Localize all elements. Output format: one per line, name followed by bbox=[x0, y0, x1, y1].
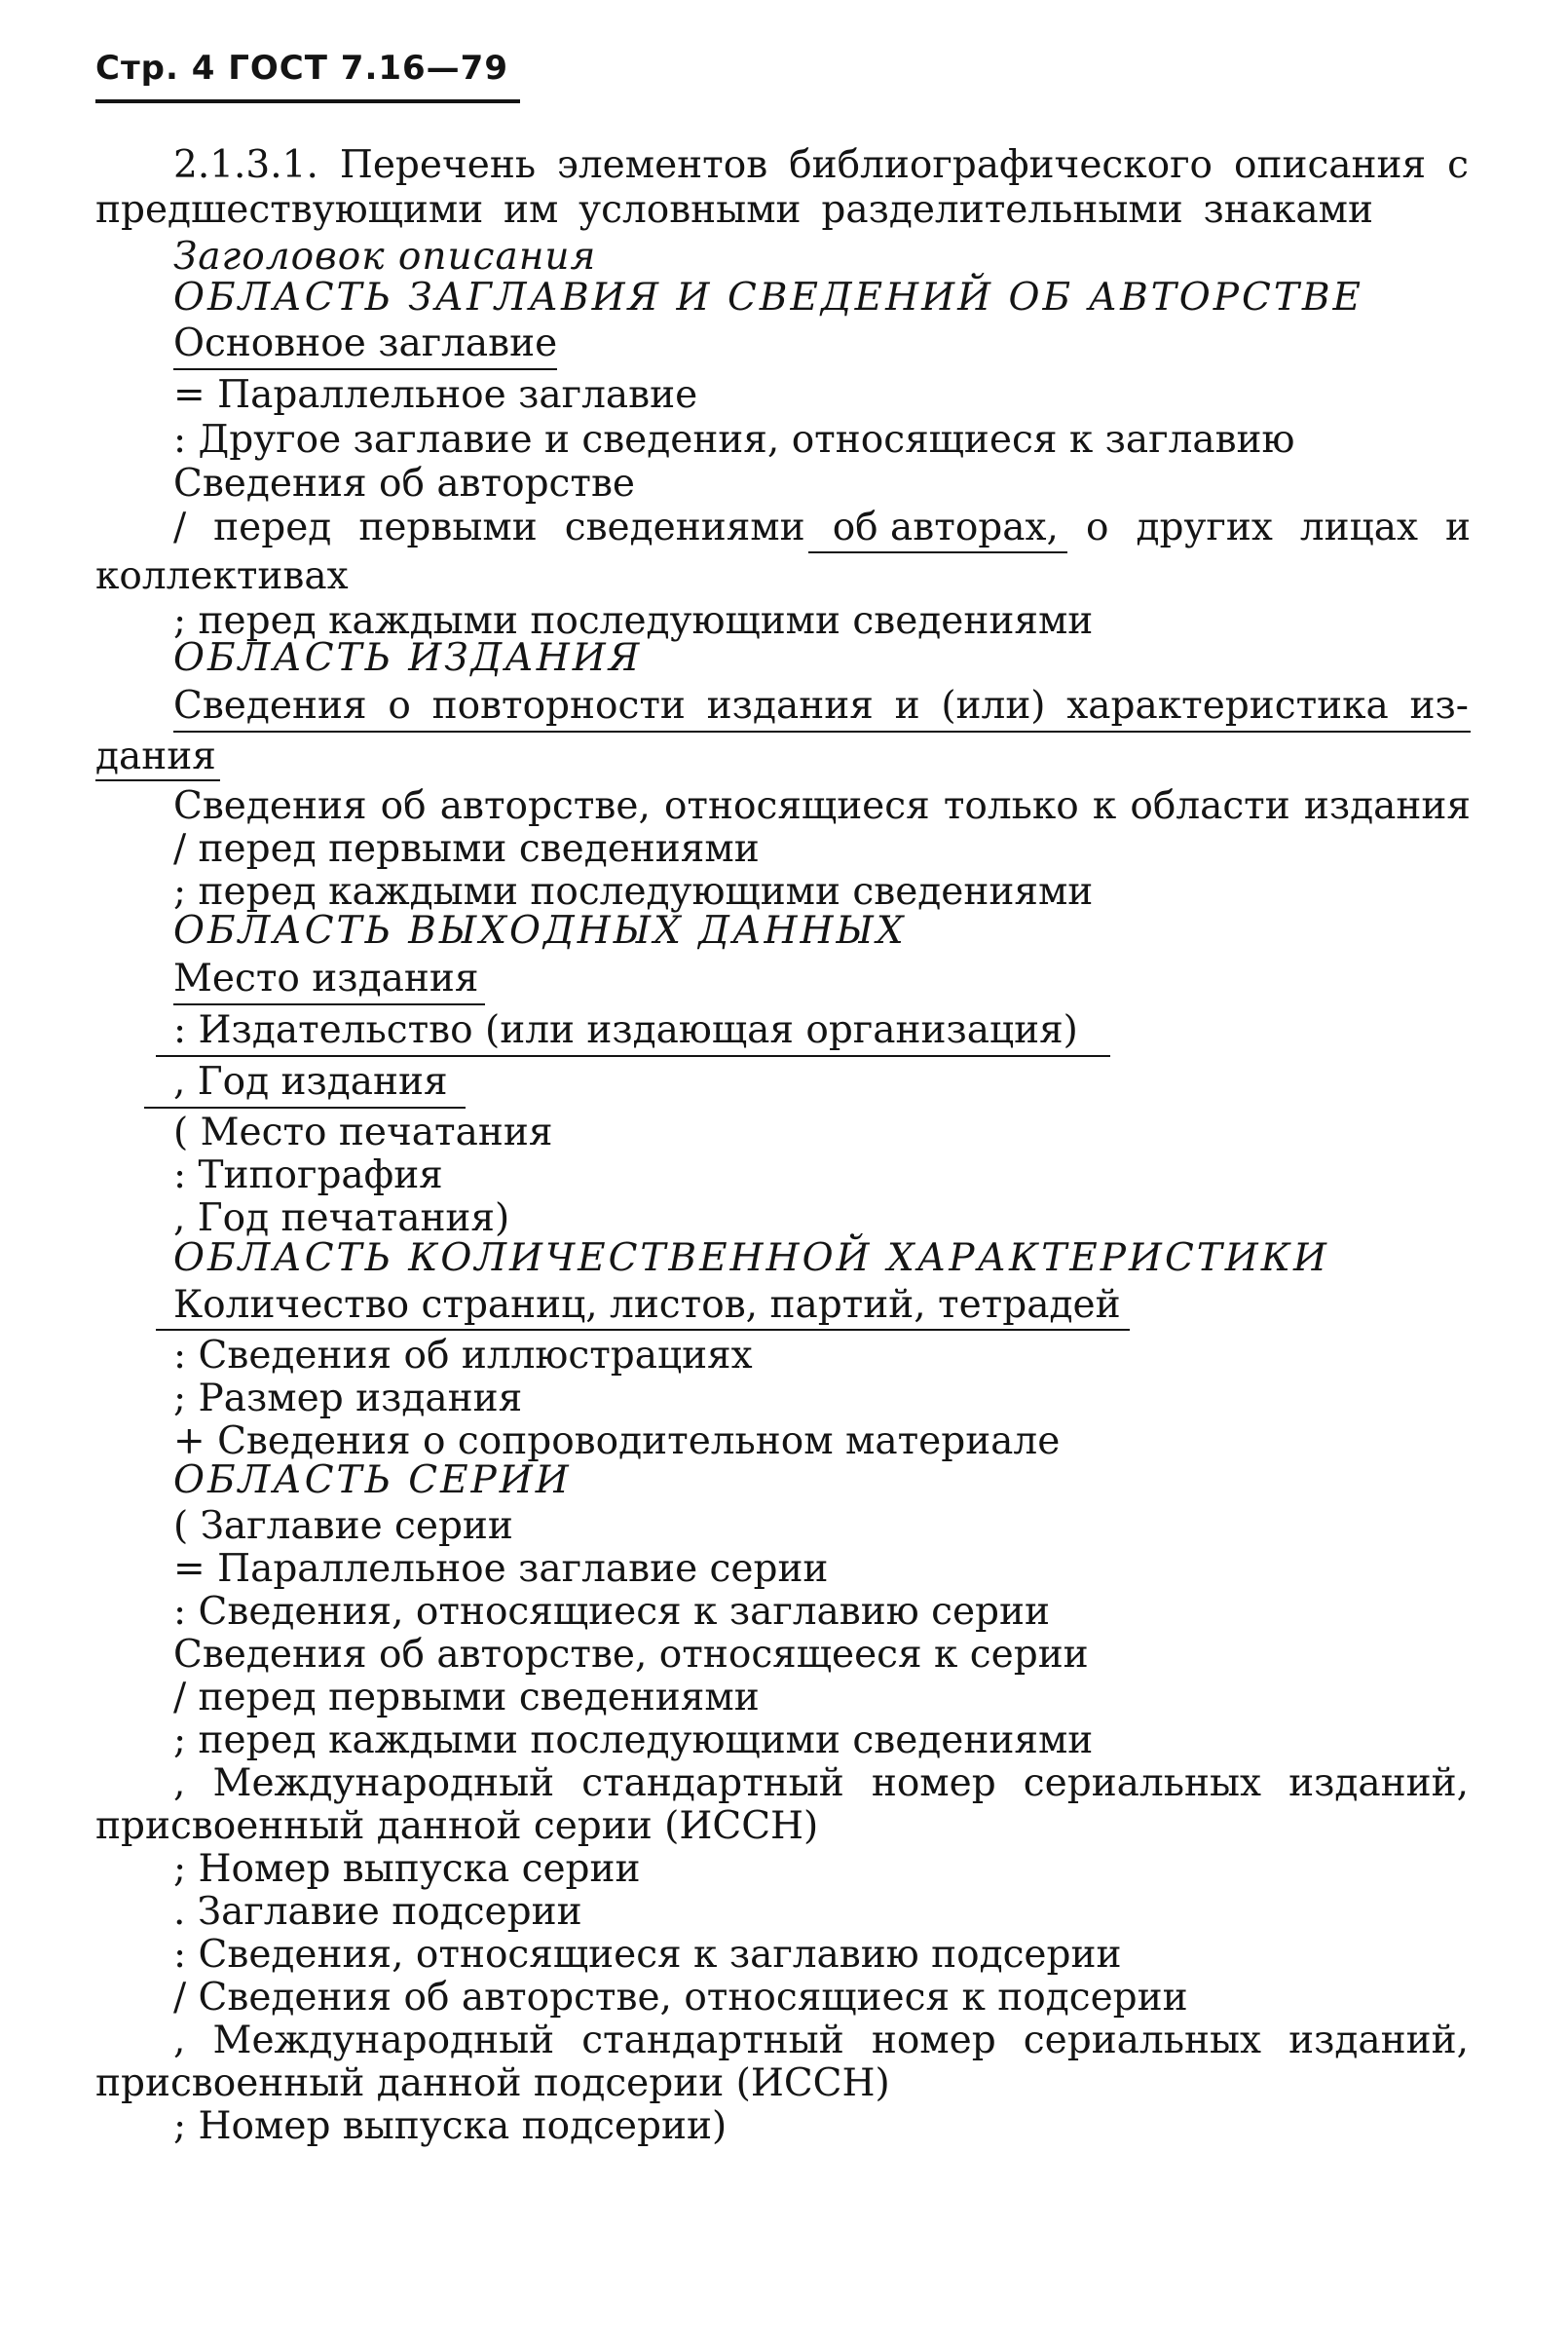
list-heading-italic: Заголовок описания bbox=[173, 235, 597, 279]
series-element-1: ( Заглавие серии bbox=[173, 1504, 513, 1548]
paragraph-line-1 bbox=[173, 143, 1469, 187]
imprint-element-6: , Год печатания) bbox=[173, 1196, 510, 1240]
edition-element-1-rule bbox=[173, 731, 1471, 733]
area-series-heading: ОБЛАСТЬ СЕРИИ bbox=[173, 1458, 572, 1502]
title-element-1: Основное заглавие bbox=[173, 321, 558, 365]
series-element-9: . Заглавие подсерии bbox=[173, 1890, 582, 1934]
physical-element-1: Количество страниц, листов, партий, тетрадей bbox=[173, 1283, 1121, 1327]
edition-element-1b: дания bbox=[95, 735, 216, 778]
title-element-2: = Параллельное заглавие bbox=[173, 373, 698, 417]
paragraph-line-1-text: 2.1.3.1. Перечень элементов библиографического описания bbox=[173, 143, 1427, 187]
series-element-8: ; Номер выпуска серии bbox=[173, 1847, 641, 1891]
series-element-3: : Сведения, относящиеся к заглавию серии bbox=[173, 1590, 1050, 1634]
series-element-7: , Международный стандартный номер сериальных изданий, bbox=[173, 1761, 1469, 1805]
title-element-5d: коллективах bbox=[95, 554, 349, 598]
series-element-4: Сведения об авторстве, относящееся к серии bbox=[173, 1633, 1089, 1677]
edition-element-3: / перед первыми сведениями bbox=[173, 827, 760, 871]
edition-element-1b-rule bbox=[95, 779, 220, 781]
series-element-2: = Параллельное заглавие серии bbox=[173, 1547, 829, 1591]
imprint-element-2: : Издательство (или издающая организация) bbox=[173, 1008, 1078, 1052]
imprint-element-4: ( Место печатания bbox=[173, 1111, 553, 1154]
series-element-5: / перед первыми сведениями bbox=[173, 1676, 760, 1719]
area-physical-heading: ОБЛАСТЬ КОЛИЧЕСТВЕННОЙ ХАРАКТЕРИСТИКИ bbox=[173, 1236, 1330, 1280]
series-element-11: / Сведения об авторстве, относящиеся к подсерии bbox=[173, 1976, 1188, 2020]
physical-element-2: : Сведения об иллюстрациях bbox=[173, 1334, 753, 1378]
paragraph-line-1-end: с bbox=[1447, 143, 1469, 187]
title-element-5b: об авторах, bbox=[832, 506, 1059, 549]
imprint-element-1-rule bbox=[173, 1003, 485, 1005]
series-element-12: , Международный стандартный номер сериальных изданий, bbox=[173, 2019, 1469, 2062]
title-element-5c: о других лицах и bbox=[1085, 506, 1471, 549]
series-element-7b: присвоенный данной серии (ИССН) bbox=[95, 1804, 819, 1848]
imprint-element-2-rule bbox=[156, 1055, 1110, 1057]
title-element-4: Сведения об авторстве bbox=[173, 462, 635, 506]
title-element-5 bbox=[173, 506, 1471, 549]
title-element-5a: / перед первыми сведениями bbox=[173, 506, 805, 549]
physical-element-1-rule bbox=[156, 1329, 1130, 1331]
physical-element-3: ; Размер издания bbox=[173, 1377, 523, 1420]
series-element-12b: присвоенный данной подсерии (ИССН) bbox=[95, 2061, 890, 2105]
area-title-heading: ОБЛАСТЬ ЗАГЛАВИЯ И СВЕДЕНИЙ ОБ АВТОРСТВЕ bbox=[173, 276, 1363, 320]
edition-element-1: Сведения о повторности издания и (или) характеристика из- bbox=[173, 684, 1469, 728]
edition-element-4: ; перед каждыми последующими сведениями bbox=[173, 870, 1094, 914]
title-element-3: : Другое заглавие и сведения, относящиеся к заглавию bbox=[173, 418, 1295, 462]
paragraph-line-2: предшествующими им условными разделительными знаками bbox=[95, 188, 1373, 232]
imprint-element-3: , Год издания bbox=[173, 1060, 448, 1104]
imprint-element-1: Место издания bbox=[173, 957, 479, 1001]
title-element-5b-rule bbox=[808, 551, 1067, 553]
edition-element-2: Сведения об авторстве, относящиеся только к области издания bbox=[173, 784, 1471, 828]
series-element-6: ; перед каждыми последующими сведениями bbox=[173, 1718, 1094, 1762]
physical-element-4: + Сведения о сопроводительном материале bbox=[173, 1419, 1061, 1463]
title-element-6: ; перед каждыми последующими сведениями bbox=[173, 599, 1094, 643]
imprint-element-3-rule bbox=[144, 1107, 466, 1109]
title-element-1-rule bbox=[173, 368, 557, 370]
running-head-rule bbox=[95, 99, 520, 103]
area-edition-heading: ОБЛАСТЬ ИЗДАНИЯ bbox=[173, 636, 643, 680]
series-element-13: ; Номер выпуска подсерии) bbox=[173, 2104, 728, 2148]
imprint-element-5: : Типография bbox=[173, 1153, 443, 1197]
series-element-10: : Сведения, относящиеся к заглавию подсерии bbox=[173, 1933, 1122, 1977]
area-imprint-heading: ОБЛАСТЬ ВЫХОДНЫХ ДАННЫХ bbox=[173, 909, 907, 953]
running-head: Стр. 4 ГОСТ 7.16—79 bbox=[95, 49, 508, 88]
